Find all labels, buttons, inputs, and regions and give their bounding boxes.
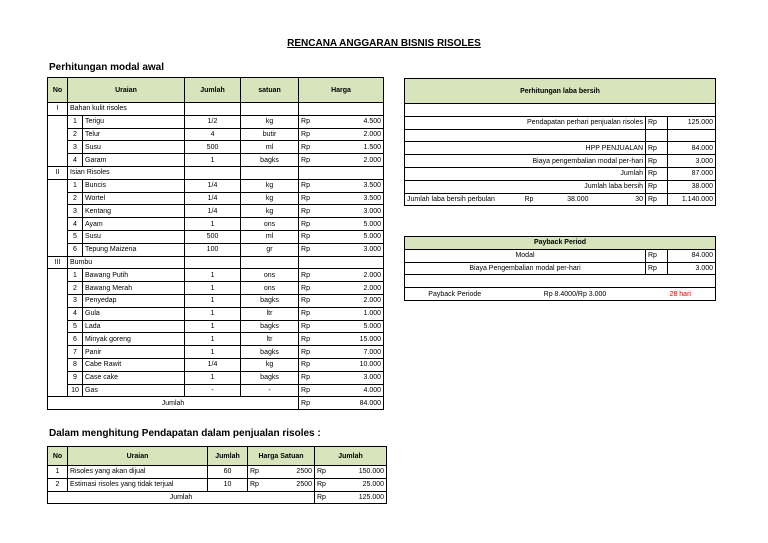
laba-label: Biaya pengembalian modal per-hari (405, 155, 646, 168)
payback-table (404, 236, 716, 301)
laba-header: Perhitungan laba bersih (405, 79, 716, 104)
item-name: Telur (83, 128, 185, 141)
payback-biaya-row (405, 262, 716, 275)
item-price: 4.500 (319, 115, 384, 128)
item-price: 2.000 (319, 282, 384, 295)
item-cur: Rp (299, 128, 319, 141)
pendapatan-header-row (48, 447, 387, 466)
laba-label: Jumlah (405, 167, 646, 180)
item-price: 3.000 (319, 243, 384, 256)
laba-row (405, 129, 716, 142)
header-jumlah: Jumlah (185, 78, 241, 103)
laba-table (404, 78, 716, 206)
item-group-cell (48, 333, 68, 346)
item-qty: 1 (185, 294, 241, 307)
modal-group-row (48, 256, 384, 269)
payback-periode-result: 28 hari (646, 288, 716, 301)
modal-group-row (48, 103, 384, 116)
item-no: 1 (68, 179, 83, 192)
item-qty: 1/4 (185, 192, 241, 205)
modal-total-row (48, 397, 384, 410)
modal-group-row (48, 166, 384, 179)
item-no: 4 (68, 218, 83, 231)
item-qty: 1 (185, 320, 241, 333)
item-qty: 500 (185, 141, 241, 154)
item-name: Wortel (83, 192, 185, 205)
item-name: Bawang Merah (83, 282, 185, 295)
item-no: 2 (68, 128, 83, 141)
row-total: 150.000 (335, 466, 387, 479)
payback-modal-label: Modal (405, 249, 646, 262)
laba-cur: Rp (646, 167, 668, 180)
header-uraian: Uraian (68, 78, 185, 103)
item-name: Susu (83, 230, 185, 243)
payback-biaya-cur: Rp (646, 262, 668, 275)
group-no: III (48, 256, 68, 269)
row-qty: 10 (208, 478, 248, 491)
item-price: 5.000 (319, 320, 384, 333)
item-unit: kg (241, 192, 299, 205)
item-cur: Rp (299, 371, 319, 384)
modal-item-row (48, 243, 384, 256)
pendapatan-row (48, 466, 387, 479)
modal-item-row (48, 269, 384, 282)
modal-item-row (48, 346, 384, 359)
item-name: Minyak goreng (83, 333, 185, 346)
item-qty: 1 (185, 307, 241, 320)
item-unit: ons (241, 269, 299, 282)
item-unit: ml (241, 230, 299, 243)
laba-monthly-cur2: Rp (646, 193, 668, 206)
item-cur: Rp (299, 218, 319, 231)
item-qty: 1/4 (185, 358, 241, 371)
item-qty: 1 (185, 154, 241, 167)
item-price: 4.000 (319, 384, 384, 397)
header-jumlah: Jumlah (208, 447, 248, 466)
item-no: 8 (68, 358, 83, 371)
item-unit: ltr (241, 333, 299, 346)
item-name: Case cake (83, 371, 185, 384)
item-qty: 4 (185, 128, 241, 141)
pendapatan-row (48, 478, 387, 491)
item-group-cell (48, 384, 68, 397)
item-group-cell (48, 371, 68, 384)
modal-item-row (48, 115, 384, 128)
modal-body (48, 103, 384, 410)
payback-spacer (405, 275, 716, 288)
header-no: No (48, 78, 68, 103)
item-no: 3 (68, 205, 83, 218)
item-qty: - (185, 384, 241, 397)
payback-periode-formula: Rp 8.4000/Rp 3.000 (505, 288, 646, 301)
item-name: Ayam (83, 218, 185, 231)
modal-item-row (48, 205, 384, 218)
modal-header-row (48, 78, 384, 103)
laba-label: Pendapatan perhari penjualan risoles (405, 116, 646, 129)
item-cur: Rp (299, 205, 319, 218)
payback-header: Payback Period (405, 237, 716, 250)
payback-periode-row (405, 288, 716, 301)
item-unit: gr (241, 243, 299, 256)
item-no: 1 (68, 269, 83, 282)
item-group-cell (48, 282, 68, 295)
item-price: 1.500 (319, 141, 384, 154)
item-name: Gula (83, 307, 185, 320)
row-cur2: Rp (315, 466, 335, 479)
item-price: 10.000 (319, 358, 384, 371)
laba-value: 84.000 (668, 142, 716, 155)
pendapatan-total-cur: Rp (315, 491, 335, 504)
item-name: Garam (83, 154, 185, 167)
laba-value: 38.000 (668, 180, 716, 193)
modal-item-row (48, 192, 384, 205)
item-price: 2.000 (319, 269, 384, 282)
item-group-cell (48, 230, 68, 243)
item-cur: Rp (299, 294, 319, 307)
laba-row (405, 167, 716, 180)
row-cur: Rp (248, 466, 268, 479)
item-unit: ltr (241, 307, 299, 320)
item-name: Kentang (83, 205, 185, 218)
item-price: 1.000 (319, 307, 384, 320)
header-harga: Harga (299, 78, 384, 103)
payback-modal-value: 84.000 (668, 249, 716, 262)
item-group-cell (48, 205, 68, 218)
row-cur: Rp (248, 478, 268, 491)
item-qty: 1 (185, 333, 241, 346)
row-no: 1 (48, 466, 68, 479)
item-qty: 1 (185, 218, 241, 231)
item-no: 6 (68, 333, 83, 346)
item-unit: bagks (241, 346, 299, 359)
laba-value (668, 129, 716, 142)
modal-item-row (48, 179, 384, 192)
item-price: 5.000 (319, 218, 384, 231)
laba-cur: Rp (646, 142, 668, 155)
group-empty (241, 256, 299, 269)
row-total: 25.000 (335, 478, 387, 491)
item-price: 2.000 (319, 294, 384, 307)
header-no: No (48, 447, 68, 466)
item-no: 1 (68, 115, 83, 128)
row-name: Risoles yang akan dijual (68, 466, 208, 479)
group-name: Bumbu (68, 256, 185, 269)
item-cur: Rp (299, 320, 319, 333)
item-cur: Rp (299, 243, 319, 256)
modal-item-row (48, 384, 384, 397)
item-group-cell (48, 154, 68, 167)
laba-monthly-val2: 1.140.000 (668, 193, 716, 206)
laba-cur: Rp (646, 116, 668, 129)
laba-monthly-cur1: Rp (523, 193, 543, 206)
item-cur: Rp (299, 346, 319, 359)
item-price: 3.500 (319, 192, 384, 205)
item-cur: Rp (299, 307, 319, 320)
laba-label (405, 129, 646, 142)
item-group-cell (48, 115, 68, 128)
item-cur: Rp (299, 141, 319, 154)
item-price: 3.000 (319, 371, 384, 384)
item-group-cell (48, 141, 68, 154)
item-cur: Rp (299, 384, 319, 397)
modal-item-row (48, 371, 384, 384)
group-empty (185, 256, 241, 269)
item-name: Lada (83, 320, 185, 333)
item-unit: bagks (241, 371, 299, 384)
row-qty: 60 (208, 466, 248, 479)
group-empty (241, 166, 299, 179)
item-no: 5 (68, 320, 83, 333)
laba-cur: Rp (646, 180, 668, 193)
item-name: Panir (83, 346, 185, 359)
modal-total-value: 84.000 (319, 397, 384, 410)
laba-row (405, 180, 716, 193)
modal-heading: Perhitungan modal awal (49, 62, 165, 73)
modal-item-row (48, 307, 384, 320)
row-price: 2500 (268, 466, 315, 479)
item-cur: Rp (299, 179, 319, 192)
item-group-cell (48, 218, 68, 231)
modal-item-row (48, 358, 384, 371)
item-price: 3.500 (319, 179, 384, 192)
item-unit: butir (241, 128, 299, 141)
laba-value: 3.000 (668, 155, 716, 168)
row-name: Estimasi risoles yang tidak terjual (68, 478, 208, 491)
item-cur: Rp (299, 154, 319, 167)
item-qty: 1 (185, 269, 241, 282)
item-unit: ons (241, 282, 299, 295)
laba-monthly-mult: 30 (591, 193, 646, 206)
item-group-cell (48, 192, 68, 205)
item-group-cell (48, 307, 68, 320)
item-unit: bagks (241, 320, 299, 333)
item-unit: bagks (241, 154, 299, 167)
group-name: Bahan kulit risoles (68, 103, 185, 116)
payback-modal-cur: Rp (646, 249, 668, 262)
item-cur: Rp (299, 269, 319, 282)
item-qty: 1/4 (185, 179, 241, 192)
laba-value: 87.000 (668, 167, 716, 180)
laba-row (405, 155, 716, 168)
laba-spacer (405, 104, 716, 117)
laba-row (405, 142, 716, 155)
item-unit: ons (241, 218, 299, 231)
item-price: 3.000 (319, 205, 384, 218)
item-unit: kg (241, 115, 299, 128)
item-cur: Rp (299, 192, 319, 205)
item-cur: Rp (299, 115, 319, 128)
payback-periode-label: Payback Periode (405, 288, 505, 301)
item-qty: 100 (185, 243, 241, 256)
item-unit: kg (241, 179, 299, 192)
item-cur: Rp (299, 333, 319, 346)
item-cur: Rp (299, 230, 319, 243)
item-price: 7.000 (319, 346, 384, 359)
group-empty (241, 103, 299, 116)
item-qty: 1 (185, 282, 241, 295)
item-name: Gas (83, 384, 185, 397)
modal-item-row (48, 333, 384, 346)
group-empty (299, 103, 384, 116)
modal-item-row (48, 230, 384, 243)
item-unit: - (241, 384, 299, 397)
item-group-cell (48, 358, 68, 371)
modal-item-row (48, 128, 384, 141)
item-qty: 1/4 (185, 205, 241, 218)
laba-label: HPP PENJUALAN (405, 142, 646, 155)
pendapatan-table (47, 446, 387, 504)
row-price: 2500 (268, 478, 315, 491)
group-no: I (48, 103, 68, 116)
laba-value: 125.000 (668, 116, 716, 129)
item-group-cell (48, 128, 68, 141)
item-no: 4 (68, 307, 83, 320)
header-uraian: Uraian (68, 447, 208, 466)
item-price: 15.000 (319, 333, 384, 346)
modal-item-row (48, 154, 384, 167)
group-name: Isian Risoles (68, 166, 185, 179)
payback-biaya-value: 3.000 (668, 262, 716, 275)
modal-table (47, 77, 384, 410)
modal-item-row (48, 320, 384, 333)
payback-biaya-label: Biaya Pengembalian modal per-hari (405, 262, 646, 275)
row-cur2: Rp (315, 478, 335, 491)
group-empty (185, 166, 241, 179)
modal-item-row (48, 141, 384, 154)
item-name: Tepung Maizena (83, 243, 185, 256)
item-qty: 1/2 (185, 115, 241, 128)
item-group-cell (48, 269, 68, 282)
item-no: 3 (68, 141, 83, 154)
item-name: Buncis (83, 179, 185, 192)
item-name: Susu (83, 141, 185, 154)
item-group-cell (48, 294, 68, 307)
laba-label: Jumlah laba bersih (405, 180, 646, 193)
item-no: 3 (68, 294, 83, 307)
item-qty: 1 (185, 371, 241, 384)
laba-monthly-row (405, 193, 716, 206)
item-no: 6 (68, 243, 83, 256)
group-empty (299, 166, 384, 179)
document-title: RENCANA ANGGARAN BISNIS RISOLES (287, 38, 481, 49)
modal-item-row (48, 282, 384, 295)
item-group-cell (48, 243, 68, 256)
header-harga-satuan: Harga Satuan (248, 447, 315, 466)
item-name: Bawang Putih (83, 269, 185, 282)
item-name: Penyedap (83, 294, 185, 307)
item-unit: ml (241, 141, 299, 154)
pendapatan-total-value: 125.000 (335, 491, 387, 504)
item-price: 2.000 (319, 154, 384, 167)
header-jumlah-total: Jumlah (315, 447, 387, 466)
pendapatan-total-label: Jumlah (48, 491, 315, 504)
item-cur: Rp (299, 282, 319, 295)
item-group-cell (48, 346, 68, 359)
modal-total-label: Jumlah (48, 397, 299, 410)
item-unit: kg (241, 205, 299, 218)
item-no: 9 (68, 371, 83, 384)
item-group-cell (48, 320, 68, 333)
item-no: 2 (68, 282, 83, 295)
pendapatan-total-row (48, 491, 387, 504)
row-no: 2 (48, 478, 68, 491)
item-qty: 1 (185, 346, 241, 359)
item-qty: 500 (185, 230, 241, 243)
modal-item-row (48, 218, 384, 231)
laba-row (405, 116, 716, 129)
payback-modal-row (405, 249, 716, 262)
item-unit: bagks (241, 294, 299, 307)
item-unit: kg (241, 358, 299, 371)
laba-monthly-val1: 38.000 (543, 193, 591, 206)
item-name: Cabe Rawit (83, 358, 185, 371)
group-no: II (48, 166, 68, 179)
group-empty (299, 256, 384, 269)
laba-cur (646, 129, 668, 142)
item-group-cell (48, 179, 68, 192)
item-no: 10 (68, 384, 83, 397)
modal-total-cur: Rp (299, 397, 319, 410)
item-cur: Rp (299, 358, 319, 371)
laba-monthly-label: Jumlah laba bersih perbulan (405, 193, 523, 206)
modal-item-row (48, 294, 384, 307)
item-name: Terigu (83, 115, 185, 128)
item-no: 2 (68, 192, 83, 205)
item-no: 4 (68, 154, 83, 167)
group-empty (185, 103, 241, 116)
pendapatan-heading: Dalam menghitung Pendapatan dalam penjualan risoles : (49, 428, 321, 439)
item-price: 5.000 (319, 230, 384, 243)
item-no: 7 (68, 346, 83, 359)
laba-cur: Rp (646, 155, 668, 168)
header-satuan: satuan (241, 78, 299, 103)
item-no: 5 (68, 230, 83, 243)
item-price: 2.000 (319, 128, 384, 141)
